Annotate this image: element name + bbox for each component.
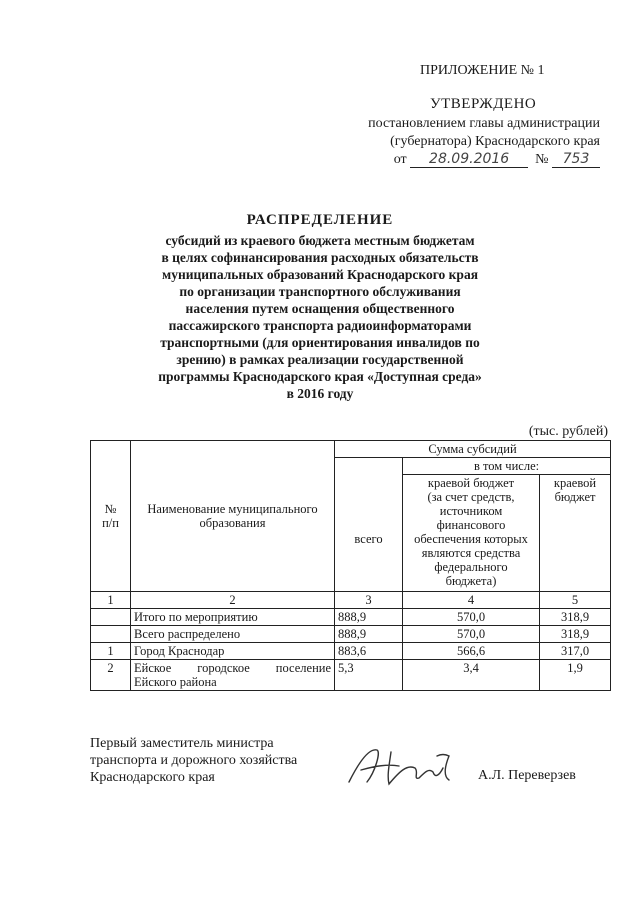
subtitle-line: программы Краснодарского края «Доступная среда» bbox=[158, 369, 482, 384]
row-num: 1 bbox=[91, 643, 131, 660]
row-name: Ейское городское поселение Ейского района bbox=[131, 660, 335, 691]
subtitle-line: муниципальных образований Краснодарского края bbox=[162, 267, 478, 282]
row-total: 888,9 bbox=[335, 609, 403, 626]
header-including: в том числе: bbox=[403, 458, 611, 475]
row-reg: 318,9 bbox=[540, 626, 611, 643]
row-total: 883,6 bbox=[335, 643, 403, 660]
row-name: Итого по мероприятию bbox=[131, 609, 335, 626]
header-sum: Сумма субсидий bbox=[335, 441, 611, 458]
col-number: 2 bbox=[131, 592, 335, 609]
subtitle-line: субсидий из краевого бюджета местным бюджетам bbox=[165, 233, 475, 248]
table-row bbox=[91, 643, 611, 660]
header-num: № п/п bbox=[91, 441, 131, 592]
subtitle-line: по организации транспортного обслуживания bbox=[179, 284, 461, 299]
signatory-name: А.Л. Переверзев bbox=[478, 768, 576, 783]
subtitle-line: в целях софинансирования расходных обязательств bbox=[161, 250, 479, 265]
subtitle-line: пассажирского транспорта радиоинформаторами bbox=[168, 318, 472, 333]
table-row bbox=[91, 609, 611, 626]
approval-date-line bbox=[394, 151, 600, 168]
subtitle-line: транспортными (для ориентирования инвалидов по bbox=[160, 335, 480, 350]
header-regional-fed: краевой бюджет (за счет средств, источником финансового обеспечения которых являются средства федерального бюджета) bbox=[403, 475, 540, 592]
table-row bbox=[91, 660, 611, 691]
col-number: 1 bbox=[91, 592, 131, 609]
approved-line-2: (губернатора) Краснодарского края bbox=[390, 134, 600, 149]
units-label: (тыс. рублей) bbox=[528, 424, 608, 439]
subtitle-line: зрению) в рамках реализации государственной bbox=[176, 352, 464, 367]
date-prefix: от bbox=[393, 152, 407, 167]
document-subtitle bbox=[150, 232, 490, 402]
appendix-label: ПРИЛОЖЕНИЕ № 1 bbox=[420, 63, 545, 78]
table-row bbox=[91, 626, 611, 643]
approved-line-1: постановлением главы администрации bbox=[368, 116, 600, 131]
column-number-row bbox=[91, 592, 611, 609]
row-name: Город Краснодар bbox=[131, 643, 335, 660]
col-number: 3 bbox=[335, 592, 403, 609]
row-total: 888,9 bbox=[335, 626, 403, 643]
row-fed: 570,0 bbox=[403, 626, 540, 643]
document-title: РАСПРЕДЕЛЕНИЕ bbox=[246, 212, 394, 228]
row-num bbox=[91, 609, 131, 626]
row-name: Всего распределено bbox=[131, 626, 335, 643]
header-total: всего bbox=[335, 458, 403, 592]
row-reg: 317,0 bbox=[540, 643, 611, 660]
row-num bbox=[91, 626, 131, 643]
col-number: 5 bbox=[540, 592, 611, 609]
row-reg: 318,9 bbox=[540, 609, 611, 626]
row-num: 2 bbox=[91, 660, 131, 691]
row-fed: 570,0 bbox=[403, 609, 540, 626]
row-fed: 3,4 bbox=[403, 660, 540, 691]
header-regional: краевой бюджет bbox=[540, 475, 611, 592]
col-number: 4 bbox=[403, 592, 540, 609]
subtitle-line: в 2016 году bbox=[286, 386, 354, 401]
subsidy-table bbox=[90, 440, 611, 691]
number-prefix: № bbox=[535, 152, 549, 167]
signatory-position: Первый заместитель министра транспорта и дорожного хозяйства Краснодарского края bbox=[90, 736, 298, 785]
approved-label: УТВЕРЖДЕНО bbox=[430, 96, 537, 112]
subtitle-line: населения путем оснащения общественного bbox=[185, 301, 455, 316]
approval-date: 28.09.2016 bbox=[410, 151, 528, 168]
row-fed: 566,6 bbox=[403, 643, 540, 660]
header-name: Наименование муниципального образования bbox=[131, 441, 335, 592]
row-reg: 1,9 bbox=[540, 660, 611, 691]
row-total: 5,3 bbox=[335, 660, 403, 691]
approval-number: 753 bbox=[552, 151, 600, 168]
handwritten-signature bbox=[345, 742, 465, 792]
